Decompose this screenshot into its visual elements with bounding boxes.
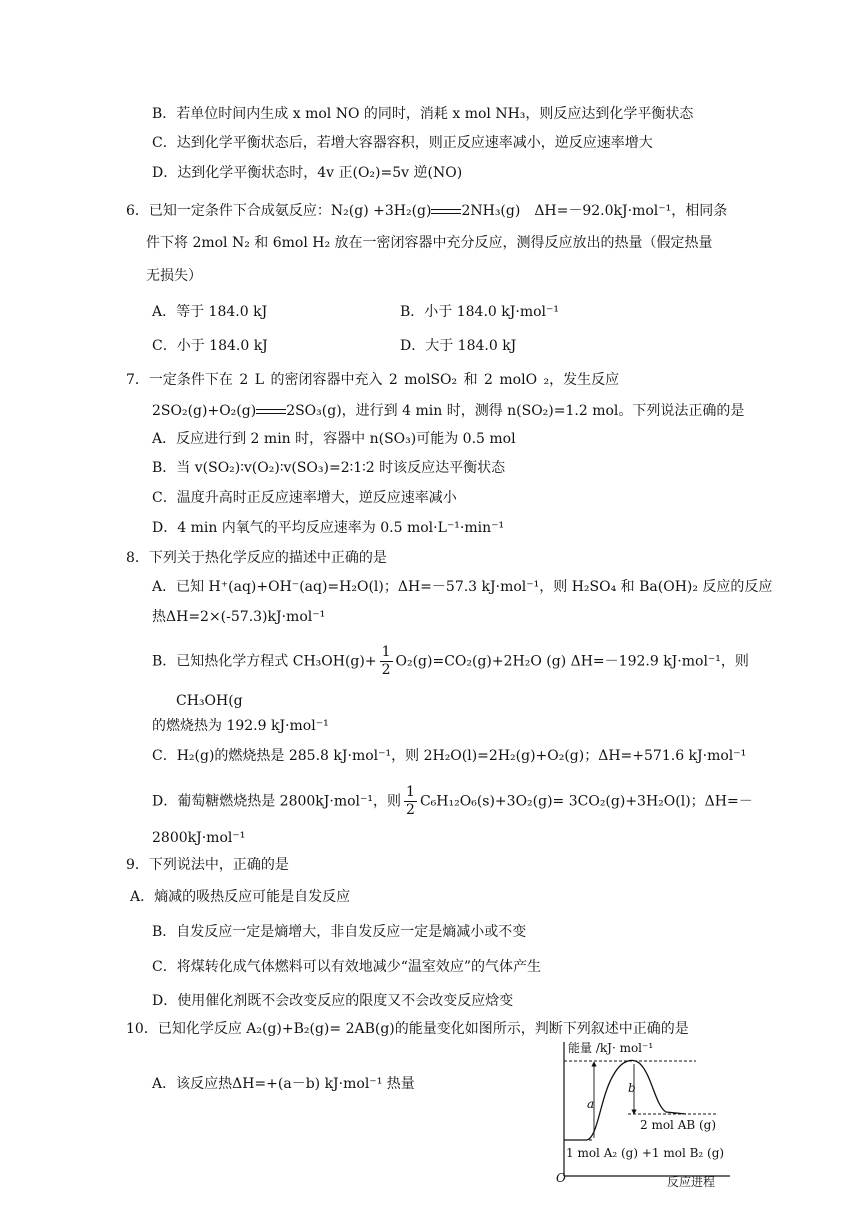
label-a: a bbox=[587, 1097, 595, 1111]
energy-diagram bbox=[556, 1036, 736, 1188]
q5-option-b: B．若单位时间内生成 x mol NO 的同时，消耗 x mol NH₃，则反应达到化学平衡状态 bbox=[152, 106, 694, 122]
q6-option-a: A．等于 184.0 kJ bbox=[152, 304, 268, 320]
q7-stem-line2 bbox=[152, 401, 744, 421]
q6-stem-part1: 6．已知一定条件下合成氨反应：N₂(g) +3H₂(g) bbox=[126, 203, 432, 219]
q7-stem-line1: 7．一定条件下在 2 L 的密闭容器中充入 2 molSO₂ 和 2 molO ₂，发生反应 bbox=[126, 372, 620, 388]
q8-option-b-line2: CH₃OH(g bbox=[176, 693, 243, 709]
q8-stem: 8．下列关于热化学反应的描述中正确的是 bbox=[126, 550, 387, 566]
q9-stem: 9．下列说法中，正确的是 bbox=[126, 857, 289, 873]
q8-option-a-line1: A．已知 H⁺(aq)+OH⁻(aq)=H₂O(l)；ΔH=－57.3 kJ·mol⁻¹，则 H₂SO₄ 和 Ba(OH)₂ 反应的反应 bbox=[152, 579, 773, 595]
q8-option-d-part1: D．葡萄糖燃烧热是 2800kJ·mol⁻¹，则 bbox=[152, 793, 402, 810]
q6-stem-line1 bbox=[126, 201, 727, 221]
q6-option-c: C．小于 184.0 kJ bbox=[152, 338, 268, 354]
q7-option-d: D．4 min 内氧气的平均反应速率为 0.5 mol·L⁻¹·min⁻¹ bbox=[152, 520, 505, 536]
q9-option-b: B．自发反应一定是熵增大，非自发反应一定是熵减小或不变 bbox=[152, 924, 527, 940]
fraction-numerator: 1 bbox=[406, 784, 415, 800]
product-label: 2 mol AB (g) bbox=[640, 1118, 717, 1132]
fraction-denominator: 2 bbox=[406, 802, 415, 818]
reactant-label: 1 mol A₂ (g) +1 mol B₂ (g) bbox=[566, 1146, 725, 1160]
q7-option-c: C．温度升高时正反应速率增大，逆反应速率减小 bbox=[152, 490, 457, 506]
q6-stem-line2: 件下将 2mol N₂ 和 6mol H₂ 放在一密闭容器中充分反应，测得反应放出的热量（假定热量 bbox=[146, 235, 713, 251]
label-b: b bbox=[628, 1081, 636, 1095]
y-axis-label: 能量 /kJ· mol⁻¹ bbox=[568, 1041, 654, 1055]
equilibrium-arrow-icon bbox=[256, 406, 286, 416]
q8-option-b-part2: O₂(g)=CO₂(g)+2H₂O (g) ΔH=－192.9 kJ·mol⁻¹，则 bbox=[395, 653, 749, 670]
origin-label: O bbox=[556, 1171, 566, 1185]
q9-option-d: D．使用催化剂既不会改变反应的限度又不会改变反应焓变 bbox=[152, 993, 514, 1009]
q8-option-b-part1: B．已知热化学方程式 CH₃OH(g)+ bbox=[152, 653, 377, 670]
q6-option-b: B．小于 184.0 kJ·mol⁻¹ bbox=[400, 304, 559, 320]
q7-option-b: B．当 v(SO₂)∶v(O₂)∶v(SO₃)=2∶1∶2 时该反应达平衡状态 bbox=[152, 460, 506, 476]
q6-stem-part2: 2NH₃(g) ΔH=－92.0kJ·mol⁻¹，相同条 bbox=[461, 203, 728, 219]
q9-option-c: C．将煤转化成气体燃料可以有效地减少“温室效应”的气体产生 bbox=[152, 959, 542, 975]
q10-stem: 10．已知化学反应 A₂(g)+B₂(g)= 2AB(g)的能量变化如图所示，判断下列叙述中正确的是 bbox=[126, 1021, 689, 1037]
fraction-denominator: 2 bbox=[381, 662, 391, 678]
q6-option-d: D．大于 184.0 kJ bbox=[400, 338, 517, 354]
q8-option-d-part2: C₆H₁₂O₆(s)+3O₂(g)= 3CO₂(g)+3H₂O(l)；ΔH=－ bbox=[419, 793, 753, 810]
fraction-one-half bbox=[380, 644, 393, 679]
q7-stem-part2: 2SO₃(g)，进行到 4 min 时，测得 n(SO₂)=1.2 mol。下列说法正确的是 bbox=[286, 403, 745, 419]
equilibrium-arrow-icon bbox=[431, 206, 461, 216]
q7-stem-part1: 2SO₂(g)+O₂(g) bbox=[152, 403, 257, 419]
q6-stem-line3: 无损失） bbox=[146, 268, 202, 284]
fraction-numerator: 1 bbox=[381, 644, 391, 660]
q5-option-c: C．达到化学平衡状态后，若增大容器容积，则正反应速率减小，逆反应速率增大 bbox=[152, 135, 653, 151]
x-axis-label: 反应进程 bbox=[667, 1175, 716, 1188]
fraction-one-half bbox=[404, 784, 417, 819]
q8-option-d-line2: 2800kJ·mol⁻¹ bbox=[152, 830, 246, 846]
q8-option-c: C．H₂(g)的燃烧热是 285.8 kJ·mol⁻¹，则 2H₂O(l)=2H₂(g)+O₂(g)；ΔH=+571.6 kJ·mol⁻¹ bbox=[152, 748, 747, 764]
q8-option-a-line2: 热ΔH=2×(-57.3)kJ·mol⁻¹ bbox=[152, 609, 326, 625]
q8-option-b-line1 bbox=[152, 644, 749, 679]
q8-option-b-line3: 的燃烧热为 192.9 kJ·mol⁻¹ bbox=[152, 718, 329, 734]
q5-option-d: D．达到化学平衡状态时，4v 正(O₂)=5v 逆(NO) bbox=[152, 165, 463, 181]
q9-option-a: A．熵减的吸热反应可能是自发反应 bbox=[130, 889, 351, 905]
q7-option-a: A．反应进行到 2 min 时，容器中 n(SO₃)可能为 0.5 mol bbox=[152, 431, 516, 447]
q10-option-a: A．该反应热ΔH=+(a－b) kJ·mol⁻¹ 热量 bbox=[152, 1076, 415, 1092]
q8-option-d-line1 bbox=[152, 784, 753, 819]
